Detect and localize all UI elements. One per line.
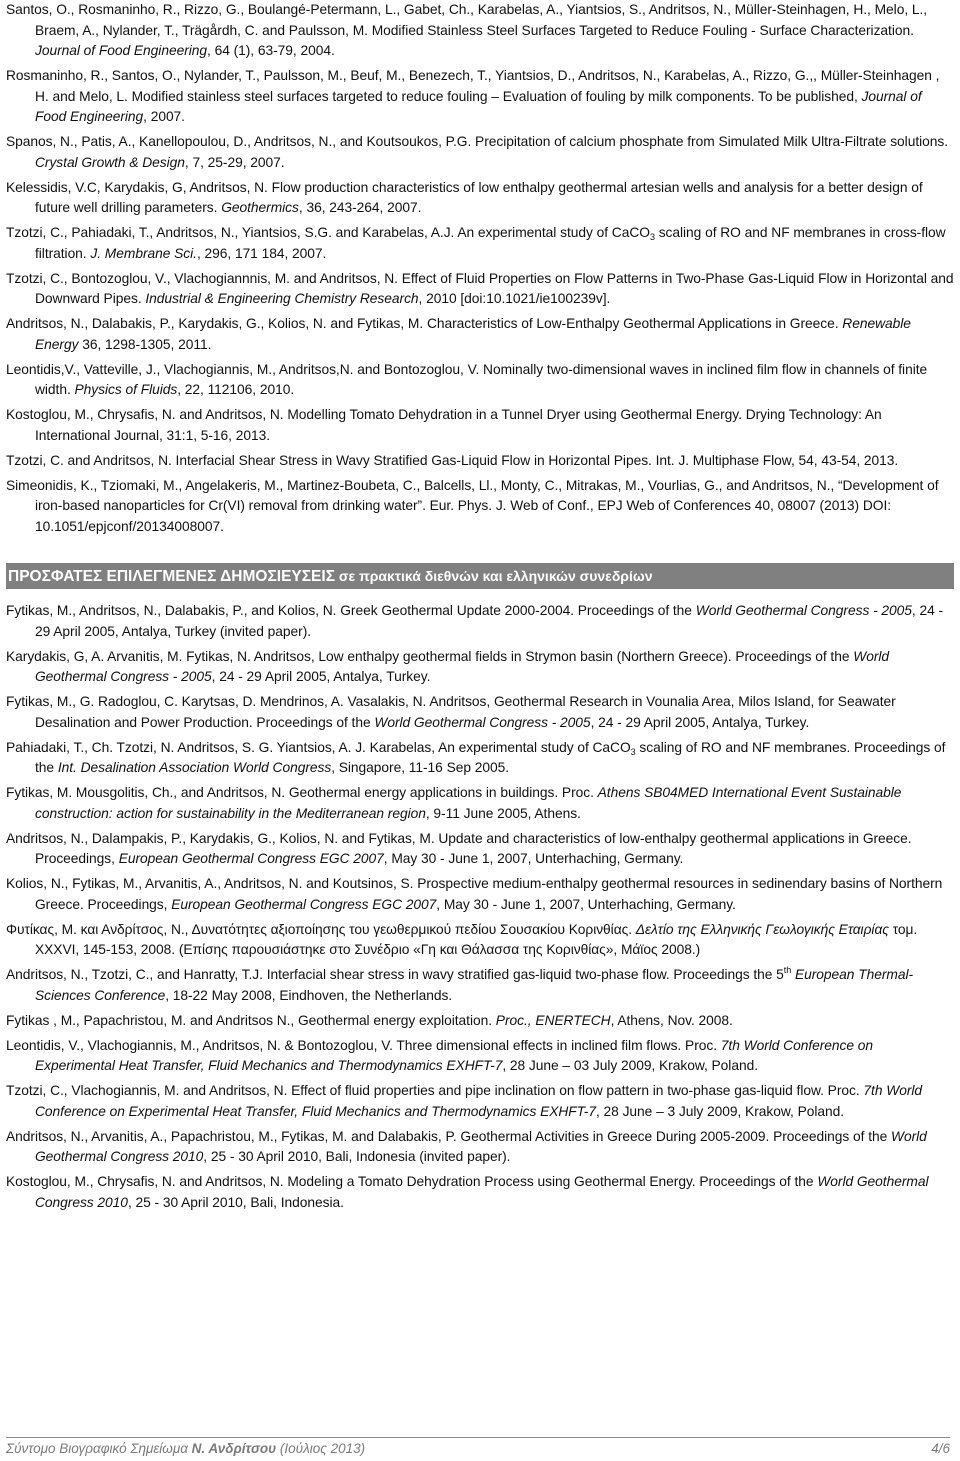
- section-heading: ΠΡΟΣΦΑΤΕΣ ΕΠΙΛΕΓΜΕΝΕΣ ΔΗΜΟΣΙΕΥΣΕΙΣ σε πρακτικά διεθνών και ελληνικών συνεδρίων: [6, 563, 954, 589]
- reference-item: Fytikas, M. Mousgolitis, Ch., and Andritsos, N. Geothermal energy applications in buildings. Proc. Athens SB04MED International Event Sustainable construction: action for sustainability in the Mediterranean region, 9-11 June 2005, Athens.: [6, 785, 902, 821]
- page-footer: [6, 1437, 950, 1461]
- reference-item: Spanos, N., Patis, A., Kanellopoulou, D., Andritsos, N., and Koutsoukos, P.G. Precipitation of calcium phosphate from Simulated Milk Ultra-Filtrate solutions. Crystal Growth & Design, 7, 25-29, 2007.: [6, 134, 948, 170]
- reference-item: Tzotzi, C., Pahiadaki, T., Andritsos, N., Yiantsios, S.G. and Karabelas, A.J. An experimental study of CaCO$_3$ scaling of RO and NF membranes in cross-flow filtration. J. Membrane Sci., 296, 171 184, 2007.: [6, 225, 946, 261]
- reference-item: Andritsos, N., Dalampakis, P., Karydakis, G., Kolios, N. and Fytikas, M. Update and characteristics of low-enthalpy geothermal applications in Greece. Proceedings, European Geothermal Congress EGC 2007, May 30 - June 1, 2007, Unterhaching, Germany.: [6, 830, 912, 866]
- reference-item: Andritsos, N., Tzotzi, C., and Hanratty, T.J. Interfacial shear stress in wavy stratified gas-liquid two-phase flow. Proceedings the 5th European Thermal-Sciences Conference, 18-22 May 2008, Eindhoven, the Netherlands.: [6, 965, 913, 1003]
- page-number: 4/6: [931, 1441, 950, 1456]
- reference-item: Kelessidis, V.C, Karydakis, G, Andritsos, N. Flow production characteristics of low enthalpy geothermal artesian wells and analysis for a better design of future well drilling parameters. Geothermics, 36, 243-264, 2007.: [6, 179, 923, 215]
- reference-item: Leontidis, V., Vlachogiannis, M., Andritsos, N. & Bontozoglou, V. Three dimensional effects in inclined film flows. Proc. 7th World Conference on Experimental Heat Transfer, Fluid Mechanics and Thermodynamics EXHFT-7, 28 June – 03 July 2009, Krakow, Poland.: [6, 1037, 874, 1073]
- reference-item: Tzotzi, C. and Andritsos, N. Interfacial Shear Stress in Wavy Stratified Gas-Liquid Flow in Horizontal Pipes. Int. J. Multiphase Flow, 54, 43-54, 2013.: [6, 452, 899, 468]
- reference-item: Kostoglou, M., Chrysafis, N. and Andritsos, N. Modelling Tomato Dehydration in a Tunnel Dryer using Geothermal Energy. Drying Technology: An International Journal, 31:1, 5-16, 2013.: [6, 407, 882, 443]
- reference-item: Φυτίκας, Μ. και Ανδρίτσος, Ν., Δυνατότητες αξιοποίησης του γεωθερμικού πεδίου Σουσακίου Κορινθίας. Δελτίο της Ελληνικής Γεωλογικής Εταιρίας τομ. XXXVI, 145-153, 2008. (Επίσης παρουσιάστηκε στο Συνέδριο «Γη και Θάλασσα της Κορινθίας», Μάϊος 2008.): [6, 921, 918, 957]
- reference-item: Tzotzi, C., Vlachogiannis, M. and Andritsos, N. Effect of fluid properties and pipe inclination on flow pattern in two-phase gas-liquid flow. Proc. 7th World Conference on Experimental Heat Transfer, Fluid Mechanics and Thermodynamics EXHFT-7, 28 June – 3 July 2009, Krakow, Poland.: [6, 1083, 923, 1119]
- journal-references: [6, 0, 954, 537]
- reference-item: Pahiadaki, T., Ch. Tzotzi, N. Andritsos, S. G. Yiantsios, A. J. Karabelas, An experimental study of CaCO$_3$ scaling of RO and NF membranes. Proceedings of the Int. Desalination Association World Congress, Singapore, 11-16 Sep 2005.: [6, 739, 946, 775]
- reference-item: Kostoglou, M., Chrysafis, N. and Andritsos, N. Modeling a Tomato Dehydration Process using Geothermal Energy. Proceedings of the World Geothermal Congress 2010, 25 - 30 April 2010, Bali, Indonesia.: [6, 1174, 929, 1210]
- reference-item: Simeonidis, K., Tziomaki, M., Angelakeris, M., Martinez-Boubeta, C., Balcells, Ll., Monty, C., Mitrakas, M., Vourlias, G., and Andritsos, N., “Development of iron-based nanoparticles for Cr(VI) removal from drinking water”. Eur. Phys. J. Web of Conf., EPJ Web of Conferences 40, 08007 (2013) DOI: 10.1051/epjconf/20134008007.: [6, 477, 939, 534]
- conference-references: [6, 601, 954, 1213]
- reference-item: Santos, O., Rosmaninho, R., Rizzo, G., Boulangé-Petermann, L., Gabet, Ch., Karabelas, A., Yiantsios, S., Andritsos, N., Müller-Steinhagen, H., Melo, L., Braem, A., Nylander, T., Trägårdh, C. and Paulsson, M. Modified Stainless Steel Surfaces Targeted to Reduce Fouling - Surface Characterization. Journal of Food Engineering, 64 (1), 63-79, 2004.: [6, 2, 928, 58]
- reference-item: Fytikas, M., Andritsos, N., Dalabakis, P., and Kolios, N. Greek Geothermal Update 2000-2004. Proceedings of the World Geothermal Congress - 2005, 24 - 29 April 2005, Antalya, Turkey (invited paper).: [6, 603, 944, 639]
- reference-item: Rosmaninho, R., Santos, O., Nylander, T., Paulsson, M., Beuf, M., Benezech, T., Yiantsios, D., Andritsos, N., Karabelas, A., Rizzo, G.,, Müller-Steinhagen , H. and Melo, L. Modified stainless steel surfaces targeted to reduce fouling – Evaluation of fouling by milk components. To be published, Journal of Food Engineering, 2007.: [6, 68, 940, 124]
- reference-item: Andritsos, N., Arvanitis, A., Papachristou, M., Fytikas, M. and Dalabakis, P. Geothermal Activities in Greece During 2005-2009. Proceedings of the World Geothermal Congress 2010, 25 - 30 April 2010, Bali, Indonesia (invited paper).: [6, 1128, 927, 1164]
- reference-item: Fytikas, M., G. Radoglou, C. Karytsas, D. Mendrinos, A. Vasalakis, N. Andritsos, Geothermal Research in Vounalia Area, Milos Island, for Seawater Desalination and Power Production. Proceedings of the World Geothermal Congress - 2005, 24 - 29 April 2005, Antalya, Turkey.: [6, 694, 896, 730]
- reference-item: Fytikas , M., Papachristou, M. and Andritsos N., Geothermal energy exploitation. Proc., ENERTECH, Athens, Nov. 2008.: [6, 1012, 733, 1028]
- reference-item: Kolios, N., Fytikas, M., Arvanitis, A., Andritsos, N. and Koutsinos, S. Prospective medium-enthalpy geothermal resources in sedinendary basins of Northern Greece. Proceedings, European Geothermal Congress EGC 2007, May 30 - June 1, 2007, Unterhaching, Germany.: [6, 876, 943, 912]
- reference-item: Andritsos, N., Dalabakis, P., Karydakis, G., Kolios, N. and Fytikas, M. Characteristics of Low-Enthalpy Geothermal Applications in Greece. Renewable Energy 36, 1298-1305, 2011.: [6, 316, 911, 352]
- reference-item: Tzotzi, C., Bontozoglou, V., Vlachogiannnis, M. and Andritsos, N. Effect of Fluid Properties on Flow Patterns in Two-Phase Gas-Liquid Flow in Horizontal and Downward Pipes. Industrial & Engineering Chemistry Research, 2010 [doi:10.1021/ie100239v].: [6, 270, 954, 306]
- reference-item: Karydakis, G, A. Arvanitis, M. Fytikas, N. Andritsos, Low enthalpy geothermal fields in Strymon basin (Northern Greece). Proceedings of the World Geothermal Congress - 2005, 24 - 29 April 2005, Antalya, Turkey.: [6, 648, 890, 684]
- reference-item: Leontidis,V., Vatteville, J., Vlachogiannis, M., Andritsos,N. and Bontozoglou, V. Nominally two-dimensional waves in inclined film flow in channels of finite width. Physics of Fluids, 22, 112106, 2010.: [6, 361, 928, 397]
- footer-title: Σύντομο Βιογραφικό Σημείωμα Ν. Ανδρίτσου (Ιούλιος 2013): [6, 1441, 366, 1456]
